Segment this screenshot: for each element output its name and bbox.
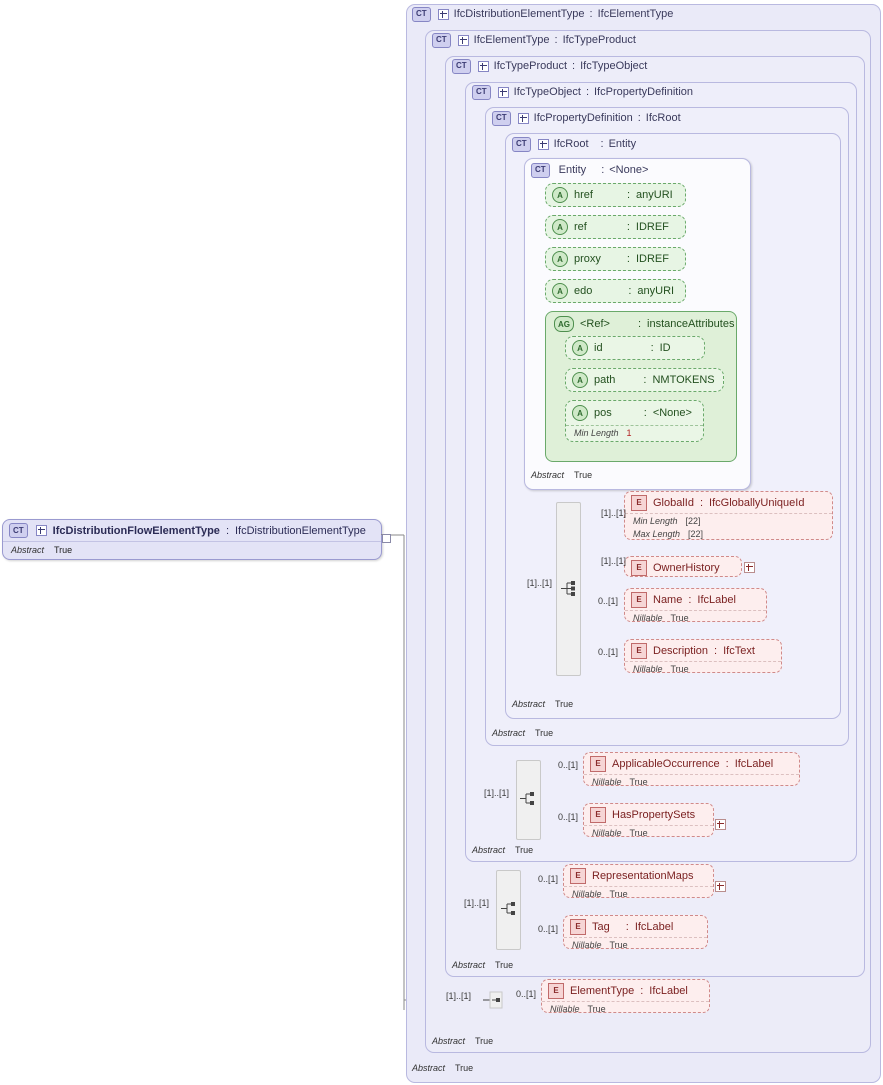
container-sep-6: : [601, 164, 605, 176]
facet-value: 1 [626, 427, 632, 438]
attribute-group-badge-icon: AG [554, 316, 574, 332]
element-type: IfcLabel [734, 757, 774, 770]
attribute-badge-icon: A [572, 405, 588, 421]
attribute-sep: : [650, 342, 654, 354]
container-title-4: IfcPropertyDefinition [533, 112, 633, 124]
attribute-badge-icon: A [572, 340, 588, 356]
facet-label: Nillable [572, 939, 602, 950]
element-badge-icon: E [548, 983, 564, 999]
facet-nillable [625, 661, 781, 675]
element-title-row [584, 753, 799, 774]
attribute-edo[interactable] [545, 279, 686, 303]
attribute-badge-icon: A [552, 219, 568, 235]
element-type: IfcLabel [697, 593, 736, 606]
container-header-5 [512, 136, 636, 152]
expand-icon[interactable] [518, 113, 529, 124]
root-node-name: IfcDistributionFlowElementType [52, 524, 220, 537]
abstract-0 [412, 1063, 473, 1073]
abstract-5 [512, 699, 573, 709]
facet-value: True [629, 827, 648, 838]
element-name: HasPropertySets [612, 808, 696, 821]
element-type: IfcLabel [634, 920, 674, 933]
container-type-5: Entity [608, 138, 637, 150]
abstract-label-5: Abstract [512, 699, 546, 709]
container-type-3: IfcPropertyDefinition [594, 86, 694, 98]
facet-nillable [625, 610, 766, 624]
attribute-sep: : [626, 221, 630, 233]
facet-label: Nillable [592, 776, 622, 787]
facet-label: Nillable [572, 888, 602, 899]
abstract-value-6: True [574, 470, 593, 480]
element-sep: : [699, 496, 704, 509]
expand-icon[interactable] [498, 87, 509, 98]
attribute-pos[interactable] [565, 400, 704, 442]
facet-label: Nillable [633, 612, 663, 623]
attribute-type: anyURI [637, 285, 675, 297]
expand-icon[interactable] [538, 139, 549, 150]
attribute-badge-icon: A [552, 283, 568, 299]
element-type: IfcText [723, 644, 755, 657]
abstract-value-0: True [455, 1063, 474, 1073]
cardinality-Name: 0..[1] [598, 596, 619, 606]
facet-label: Nillable [633, 663, 663, 674]
expand-icon[interactable] [36, 525, 47, 536]
cardinality-OwnerHistory: [1]..[1] [601, 556, 627, 566]
element-name: OwnerHistory [653, 561, 720, 574]
attribute-badge-icon: A [552, 187, 568, 203]
cardinality-ifctypeproduct-compositor: [1]..[1] [464, 898, 490, 908]
facet-label: Max Length [633, 528, 681, 539]
attribute-name: ref [574, 221, 587, 233]
abstract-label-6: Abstract [531, 470, 565, 480]
cardinality-ifctypeobject-compositor: [1]..[1] [484, 788, 510, 798]
expand-icon-HasPropertySets[interactable] [715, 819, 726, 830]
sequence-compositor-ifcelementtype[interactable] [483, 991, 500, 1008]
ct-badge-icon: CT [452, 59, 471, 74]
element-badge-icon: E [570, 919, 586, 935]
ct-badge-icon: CT [531, 163, 550, 178]
cardinality-ifcroot-compositor: [1]..[1] [527, 578, 553, 588]
container-type-4: IfcRoot [645, 112, 681, 124]
cardinality-RepresentationMaps: 0..[1] [538, 874, 559, 884]
ct-badge-icon: CT [412, 7, 431, 22]
attribute-name: href [574, 189, 593, 201]
container-header-0 [412, 6, 673, 22]
element-OwnerHistory[interactable] [624, 556, 742, 577]
facet-nillable [584, 825, 713, 839]
attribute-group-sep: : [637, 318, 642, 330]
element-badge-icon: E [631, 560, 647, 576]
abstract-4 [492, 728, 553, 738]
element-sep: : [714, 644, 718, 657]
element-title-row [625, 557, 741, 578]
abstract-label-1: Abstract [432, 1036, 466, 1046]
root-node-IfcDistributionFlowElementType[interactable] [2, 519, 382, 560]
abstract-6 [531, 470, 592, 480]
element-name: ElementType [570, 984, 635, 997]
facet-value: True [629, 776, 648, 787]
cardinality-GlobalId: [1]..[1] [601, 508, 627, 518]
abstract-value-5: True [555, 699, 574, 709]
abstract-value-1: True [475, 1036, 494, 1046]
root-expand-box[interactable] [382, 534, 391, 543]
attribute-type: IDREF [635, 253, 669, 265]
attribute-badge-icon: A [572, 372, 588, 388]
attribute-pos-row [566, 401, 703, 425]
expand-icon-OwnerHistory[interactable] [744, 562, 755, 573]
facet-min-length [566, 425, 703, 439]
container-title-0: IfcDistributionElementType [453, 8, 585, 20]
cardinality-Tag: 0..[1] [538, 924, 559, 934]
container-type-1: IfcTypeProduct [562, 34, 636, 46]
expand-icon[interactable] [458, 35, 469, 46]
cardinality-ElementType: 0..[1] [516, 989, 537, 999]
facet-label: Nillable [592, 827, 622, 838]
ct-badge-icon: CT [472, 85, 491, 100]
ct-badge-icon: CT [432, 33, 451, 48]
expand-icon-RepresentationMaps[interactable] [715, 881, 726, 892]
container-type-6: <None> [609, 164, 649, 176]
facet-label: Min Length [574, 427, 619, 438]
element-title-row [564, 865, 713, 886]
cardinality-HasPropertySets: 0..[1] [558, 812, 579, 822]
facet-value: [22] [685, 515, 701, 526]
ct-badge-icon: CT [9, 523, 28, 538]
container-title-2: IfcTypeProduct [493, 60, 568, 72]
sequence-compositor-ifctypeproduct[interactable] [500, 900, 517, 917]
facet-label: Nillable [550, 1003, 580, 1014]
element-Tag[interactable] [563, 915, 708, 949]
ct-badge-icon: CT [512, 137, 531, 152]
attribute-name: pos [594, 407, 612, 419]
abstract-value-2: True [495, 960, 514, 970]
facet-nillable [564, 886, 713, 900]
container-sep-5: : [600, 138, 604, 150]
element-name: ApplicableOccurrence [612, 757, 720, 770]
attribute-type: NMTOKENS [652, 374, 715, 386]
element-title-row [625, 640, 781, 661]
element-name: Name [653, 593, 683, 606]
facet-value: True [609, 888, 628, 899]
facet-max-length [625, 527, 832, 540]
attribute-name: id [594, 342, 603, 354]
element-GlobalId[interactable] [624, 491, 833, 540]
container-header-6 [531, 162, 648, 178]
attribute-sep: : [643, 374, 647, 386]
attribute-badge-icon: A [552, 251, 568, 267]
container-header-1 [432, 32, 636, 48]
attribute-sep: : [626, 253, 630, 265]
root-node-title-row [3, 520, 381, 541]
facet-value: True [609, 939, 628, 950]
element-name: Tag [592, 920, 610, 933]
root-abstract-value: True [54, 544, 73, 555]
element-badge-icon: E [631, 592, 647, 608]
facet-label: Min Length [633, 515, 678, 526]
container-title-3: IfcTypeObject [513, 86, 581, 98]
root-node-abstract-row [3, 541, 381, 557]
attribute-type: ID [659, 342, 671, 354]
container-header-2 [452, 58, 647, 74]
attribute-sep: : [626, 189, 631, 201]
container-title-6: Entity [558, 164, 587, 176]
container-sep-2: : [572, 60, 576, 72]
attribute-sep: : [628, 285, 632, 297]
attribute-ref[interactable] [545, 215, 686, 239]
expand-icon[interactable] [478, 61, 489, 72]
container-header-4 [492, 110, 681, 126]
attribute-type: IDREF [635, 221, 669, 233]
element-sep: : [640, 984, 644, 997]
container-title-5: IfcRoot [553, 138, 589, 150]
facet-nillable [584, 774, 799, 788]
element-ApplicableOccurrence[interactable] [583, 752, 800, 786]
facet-min-length [625, 513, 832, 527]
container-sep-0: : [589, 8, 593, 20]
element-badge-icon: E [631, 495, 647, 511]
abstract-label-4: Abstract [492, 728, 526, 738]
abstract-value-3: True [515, 845, 534, 855]
facet-value: True [587, 1003, 606, 1014]
element-badge-icon: E [590, 807, 606, 823]
abstract-label-0: Abstract [412, 1063, 446, 1073]
attribute-name: proxy [574, 253, 601, 265]
abstract-2 [452, 960, 513, 970]
abstract-label-3: Abstract [472, 845, 506, 855]
facet-value: [22] [688, 528, 704, 539]
element-title-row [564, 916, 707, 937]
element-Description[interactable] [624, 639, 782, 673]
element-Name[interactable] [624, 588, 767, 622]
cardinality-Description: 0..[1] [598, 647, 619, 657]
element-sep: : [688, 593, 692, 606]
container-type-2: IfcTypeObject [580, 60, 648, 72]
element-badge-icon: E [631, 643, 647, 659]
facet-nillable [564, 937, 707, 951]
element-type: IfcGloballyUniqueId [709, 496, 805, 509]
element-RepresentationMaps[interactable] [563, 864, 714, 898]
abstract-label-2: Abstract [452, 960, 486, 970]
element-sep: : [625, 920, 629, 933]
root-abstract-label: Abstract [11, 544, 45, 555]
sequence-compositor-ifcroot[interactable] [560, 580, 577, 597]
ct-badge-icon: CT [492, 111, 511, 126]
container-type-0: IfcElementType [597, 8, 674, 20]
element-type: IfcLabel [649, 984, 688, 997]
element-HasPropertySets[interactable] [583, 803, 714, 837]
element-badge-icon: E [590, 756, 606, 772]
element-name: GlobalId [653, 496, 694, 509]
attribute-group-name: <Ref> [580, 318, 610, 330]
root-node-sep: : [225, 524, 229, 537]
attribute-type: <None> [652, 407, 692, 419]
facet-value: True [670, 612, 689, 623]
element-title-row [625, 589, 766, 610]
attribute-name: edo [574, 285, 593, 297]
cardinality-ifcelementtype-compositor: [1]..[1] [446, 991, 472, 1001]
abstract-3 [472, 845, 533, 855]
facet-nillable [542, 1001, 709, 1015]
attribute-proxy[interactable] [545, 247, 686, 271]
element-name: RepresentationMaps [592, 869, 694, 882]
attribute-id[interactable] [565, 336, 705, 360]
element-title-row [625, 492, 832, 513]
root-node-type: IfcDistributionElementType [235, 524, 366, 537]
attribute-path[interactable] [565, 368, 724, 392]
abstract-value-4: True [535, 728, 554, 738]
element-title-row [542, 980, 709, 1001]
container-sep-3: : [585, 86, 589, 98]
element-name: Description [653, 644, 709, 657]
element-ElementType[interactable] [541, 979, 710, 1013]
container-header-3 [472, 84, 693, 100]
abstract-1 [432, 1036, 493, 1046]
element-title-row [584, 804, 713, 825]
container-sep-4: : [637, 112, 641, 124]
attribute-group-type: instanceAttributes [647, 318, 735, 330]
facet-value: True [670, 663, 689, 674]
cardinality-ApplicableOccurrence: 0..[1] [558, 760, 579, 770]
attribute-name: path [594, 374, 616, 386]
element-badge-icon: E [570, 868, 586, 884]
attribute-type: anyURI [636, 189, 673, 201]
expand-icon[interactable] [438, 9, 449, 20]
element-sep: : [725, 757, 729, 770]
sequence-compositor-ifctypeobject[interactable] [519, 790, 536, 807]
container-sep-1: : [554, 34, 558, 46]
attribute-href[interactable] [545, 183, 686, 207]
attribute-sep: : [643, 407, 647, 419]
container-title-1: IfcElementType [473, 34, 550, 46]
attribute-group-header[interactable] [548, 314, 734, 334]
